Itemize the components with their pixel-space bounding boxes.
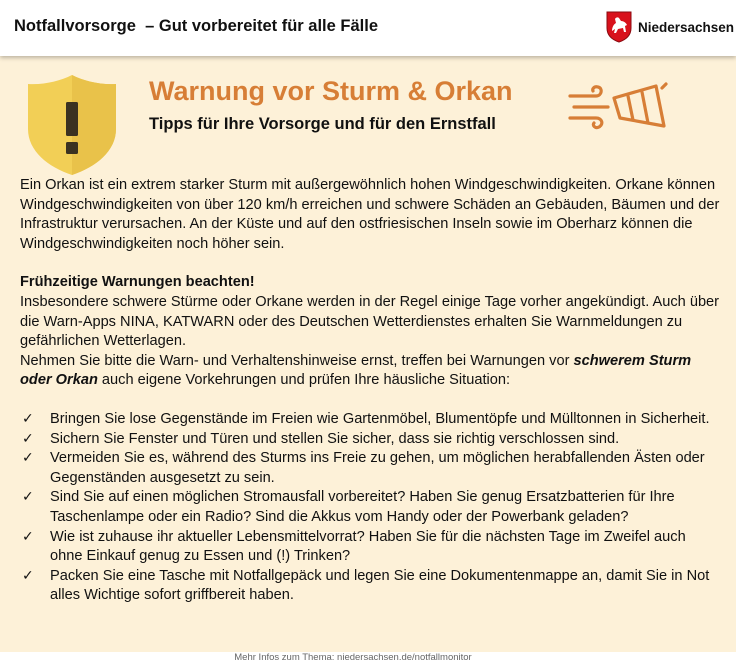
coat-of-arms-icon	[606, 11, 632, 43]
page-title: Notfallvorsorge – Gut vorbereitet für alle Fälle	[14, 17, 379, 35]
footer-link-text[interactable]: Mehr Infos zum Thema: niedersachsen.de/notfallmonitor	[234, 652, 472, 663]
footer	[0, 652, 736, 663]
checkmark-icon: ✓	[22, 410, 34, 427]
intro-paragraph: Ein Orkan ist ein extrem starker Sturm mit außergewöhnlich hohen Windgeschwindigkeiten. Orkane können Windgeschwindigkeiten von über 120 km/h erreichen und schwere Schäden an Gebäuden, Bäumen und der Infrastruktur verursachen. An der Küste und auf den ostfriesischen Inseln sowie im Oberharz können die Windgeschwindigkeiten noch höher sein.	[20, 177, 720, 252]
checklist	[20, 410, 720, 606]
checkmark-icon: ✓	[22, 430, 34, 447]
headline: Warnung vor Sturm & Orkan	[149, 76, 513, 106]
windsock-gust-icon	[566, 80, 670, 140]
checkmark-icon: ✓	[22, 528, 34, 545]
header-bar	[0, 0, 736, 56]
brand-name: Niedersachsen	[638, 20, 735, 35]
checkmark-icon: ✓	[22, 489, 34, 506]
article-body	[20, 176, 720, 606]
checkmark-icon: ✓	[22, 450, 34, 467]
warnings-heading: Frühzeitige Warnungen beachten!	[20, 274, 255, 291]
checklist-item: ✓ Wie ist zuhause ihr aktueller Lebensmittelvorrat? Haben Sie für die nächsten Tage im Zweifel auch ohne Einkauf genug zu Essen und (!) Trinken?	[22, 528, 686, 565]
checklist-item: ✓ Bringen Sie lose Gegenstände im Freien wie Gartenmöbel, Blumentöpfe und Mülltonnen in Sicherheit.	[20, 410, 720, 430]
warnings-paragraph: Insbesondere schwere Stürme oder Orkane werden in der Regel einige Tage vorher angekündigt. Auch über die Warn-Apps NINA, KATWARN oder des Deutschen Wetterdienstes erhalten Sie Warnmeldungen zu gefährlichen Wetterlagen.	[20, 293, 720, 350]
subheadline: Tipps für Ihre Vorsorge und für den Ernstfall	[149, 115, 496, 133]
checkmark-icon: ✓	[22, 567, 34, 584]
shield-exclamation-icon	[22, 71, 122, 177]
checklist-item: ✓ Sichern Sie Fenster und Türen und stellen Sie sicher, dass sie richtig verschlossen sind.	[20, 430, 720, 450]
checklist-item: ✓ Packen Sie eine Tasche mit Notfallgepäck und legen Sie eine Dokumentenmappe an, damit Sie in Not alles Wichtige sofort griffbereit haben.	[22, 567, 710, 604]
content-panel	[0, 56, 736, 652]
checklist-item: ✓ Vermeiden Sie es, während des Sturms ins Freie zu gehen, um möglichen herabfallenden Ästen oder Gegenständen ausgesetzt zu sein.	[22, 450, 705, 486]
checklist-item: ✓ Sind Sie auf einen möglichen Stromausfall vorbereitet? Haben Sie genug Ersatzbatterien für Ihre Taschenlampe oder ein Radio? Sind die Akkus vom Handy oder der Powerbank geladen?	[22, 489, 675, 525]
advice-paragraph: Nehmen Sie bitte die Warn- und Verhaltenshinweise ernst, treffen bei Warnungen vor schwerem Sturm oder Orkan auch eigene Vorkehrungen und prüfen Ihre häusliche Situation:	[20, 352, 692, 389]
